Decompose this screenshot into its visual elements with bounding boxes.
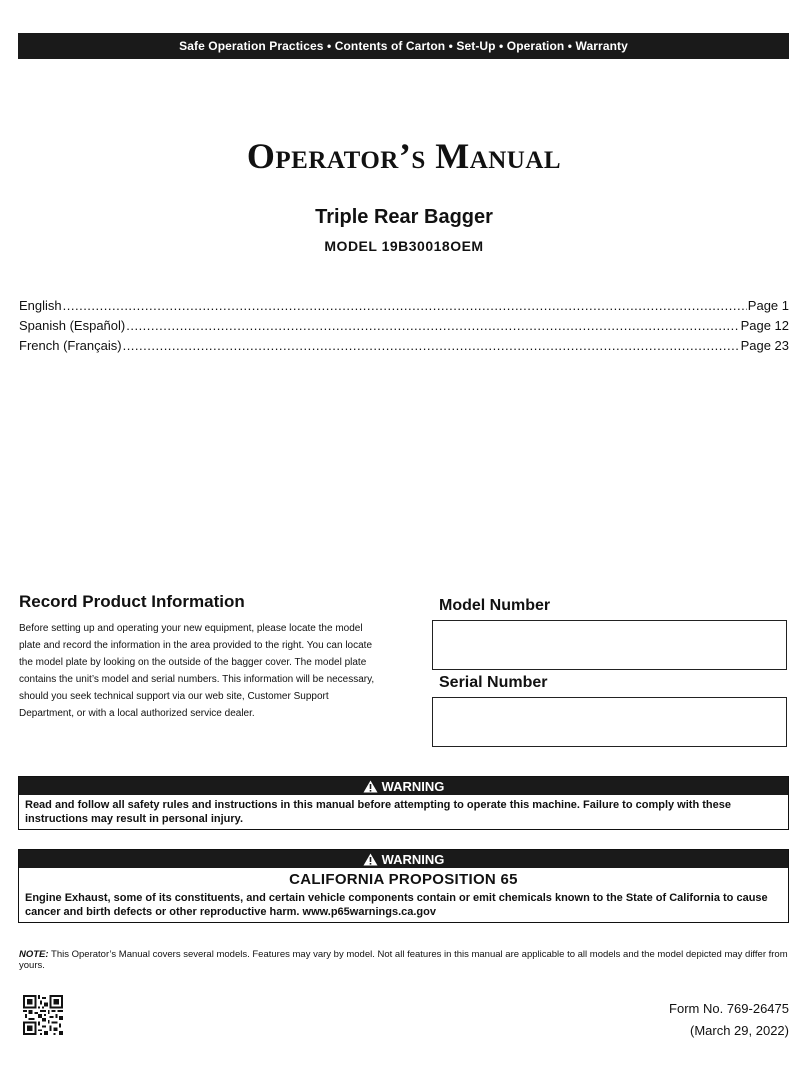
toc-leader — [63, 298, 747, 313]
form-info — [669, 998, 789, 1042]
prop65-title: CALIFORNIA PROPOSITION 65 — [289, 871, 518, 888]
record-info-title: Record Product Information — [19, 592, 245, 611]
note-text — [19, 949, 794, 971]
model-number-label: Model Number — [439, 597, 551, 614]
toc-label: English — [19, 298, 62, 313]
toc-row-english[interactable] — [19, 298, 789, 318]
model-number-field[interactable] — [432, 620, 787, 670]
toc-row-spanish[interactable] — [19, 318, 789, 338]
warning-triangle-icon — [363, 853, 378, 866]
toc-leader — [126, 318, 739, 333]
warning-text: Read and follow all safety rules and instructions in this manual before attempting to operate this machine. Failure to comply with these instructions may result in personal injury. — [25, 799, 731, 825]
note-body: This Operator’s Manual covers several models. Features may vary by model. Not all features in this manual are applicable to all models and the model depicted may differ from yours. — [19, 949, 788, 971]
serial-number-label: Serial Number — [439, 674, 548, 691]
top-nav-bar — [18, 33, 789, 59]
toc-page: Page 12 — [740, 318, 789, 333]
prop65-text: Engine Exhaust, some of its constituents, and certain vehicle components contain or emit chemicals known to the State of California to cause cancer and birth defects or other reproductive harm. www.p65warnings.ca.gov — [25, 892, 768, 918]
model-number: MODEL 19B30018OEM — [324, 238, 484, 254]
toc-page: Page 1 — [747, 298, 789, 313]
warning-header — [19, 850, 788, 868]
warning-header — [19, 777, 788, 795]
record-info-body: Before setting up and operating your new equipment, please locate the model plate and record the information in the area provided to the right. You can locate the model plate by looking on the outside of the bagger cover. The model plate contains the unit’s model and serial numbers. This information will be necessary, should you seek technical support via our web site, Customer Support Department, or with a local authorized service dealer. — [19, 623, 375, 719]
warning-label: WARNING — [381, 778, 445, 794]
warning-label: WARNING — [381, 851, 445, 867]
form-number: Form No. 769-26475 — [669, 1001, 789, 1016]
toc-page: Page 23 — [740, 338, 789, 353]
product-name: Triple Rear Bagger — [315, 206, 493, 228]
top-nav-text: Safe Operation Practices • Contents of Carton • Set-Up • Operation • Warranty — [179, 39, 628, 53]
serial-number-field[interactable] — [432, 697, 787, 747]
warning-triangle-icon — [363, 780, 378, 793]
toc-row-french[interactable] — [19, 338, 789, 358]
toc-label: Spanish (Español) — [19, 318, 126, 333]
note-label: NOTE: — [19, 949, 49, 960]
toc-leader — [123, 338, 740, 353]
qr-code-icon[interactable] — [23, 995, 63, 1035]
language-index — [19, 298, 789, 358]
page-title: Operator’s Manual — [246, 136, 562, 176]
prop65-warning-box — [18, 849, 789, 923]
form-date: (March 29, 2022) — [690, 1023, 789, 1038]
safety-warning-box — [18, 776, 789, 830]
toc-label: French (Français) — [19, 338, 122, 353]
